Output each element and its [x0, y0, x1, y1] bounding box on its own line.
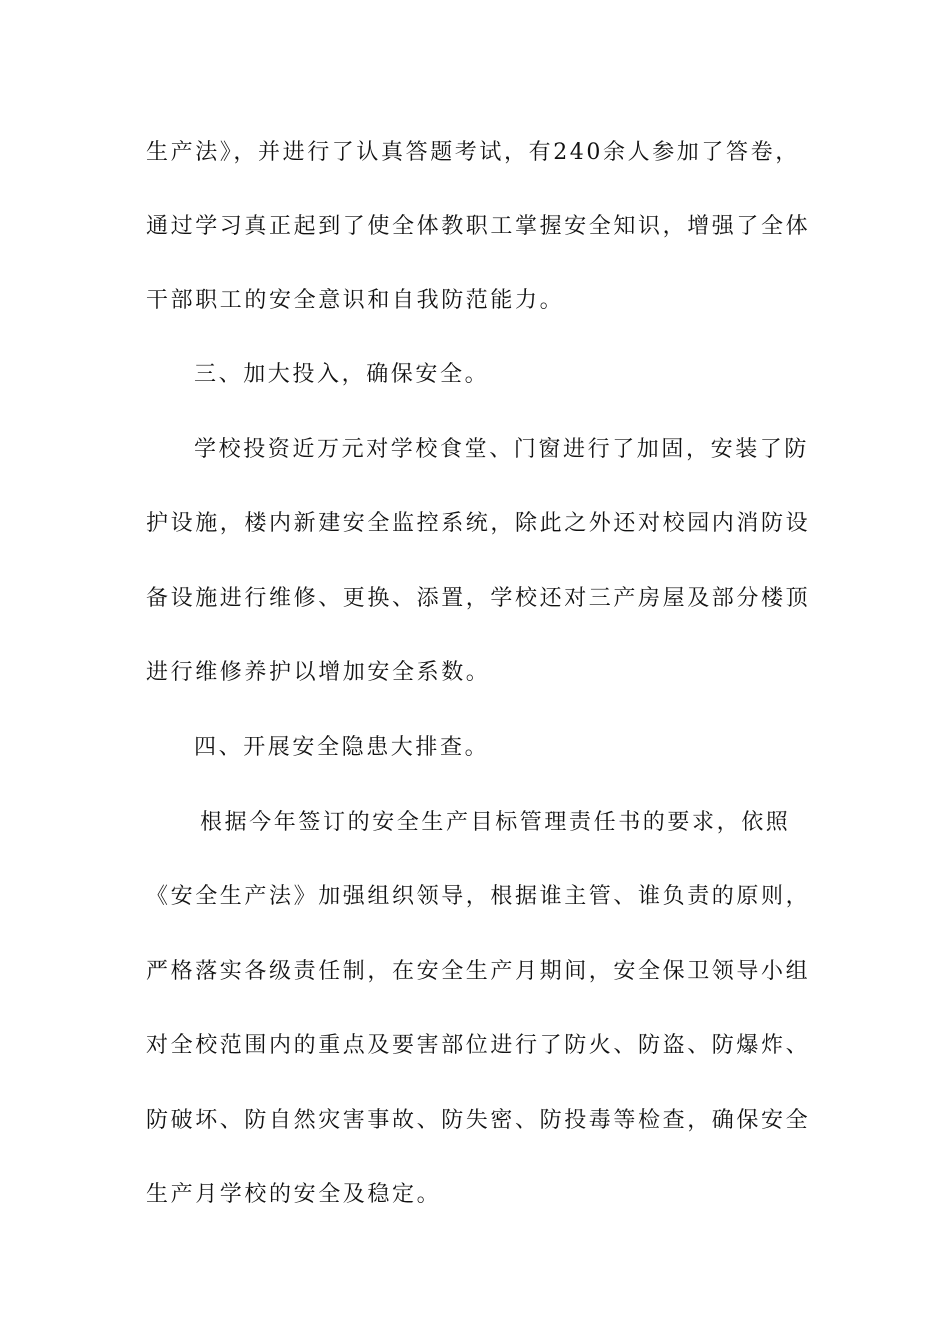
body-line: 备设施进行维修、更换、添置，学校还对三产房屋及部分楼顶	[146, 586, 811, 611]
body-line: 严格落实各级责任制，在安全生产月期间，安全保卫领导小组	[146, 959, 811, 984]
body-line: 护设施，楼内新建安全监控系统，除此之外还对校园内消防设	[146, 511, 811, 536]
section-heading: 四、开展安全隐患大排查。	[194, 735, 490, 760]
body-line: 防破坏、防自然灾害事故、防失密、防投毒等检查，确保安全	[146, 1108, 811, 1133]
paragraph-first-line: 根据今年签订的安全生产目标管理责任书的要求，依照	[200, 810, 791, 835]
section-heading: 三、加大投入，确保安全。	[194, 362, 490, 387]
body-line: 对全校范围内的重点及要害部位进行了防火、防盗、防爆炸、	[146, 1033, 811, 1058]
body-line: 干部职工的安全意识和自我防范能力。	[146, 288, 565, 313]
body-line: 《安全生产法》加强组织领导，根据谁主管、谁负责的原则，	[146, 884, 811, 909]
body-line: 生产月学校的安全及稳定。	[146, 1182, 442, 1207]
paragraph-first-line: 学校投资近万元对学校食堂、门窗进行了加固，安装了防	[194, 437, 810, 462]
body-line: 生产法》，并进行了认真答题考试，有240余人参加了答卷，	[146, 140, 800, 165]
body-line: 通过学习真正起到了使全体教职工掌握安全知识，增强了全体	[146, 214, 811, 239]
body-line: 进行维修养护以增加安全系数。	[146, 660, 491, 685]
